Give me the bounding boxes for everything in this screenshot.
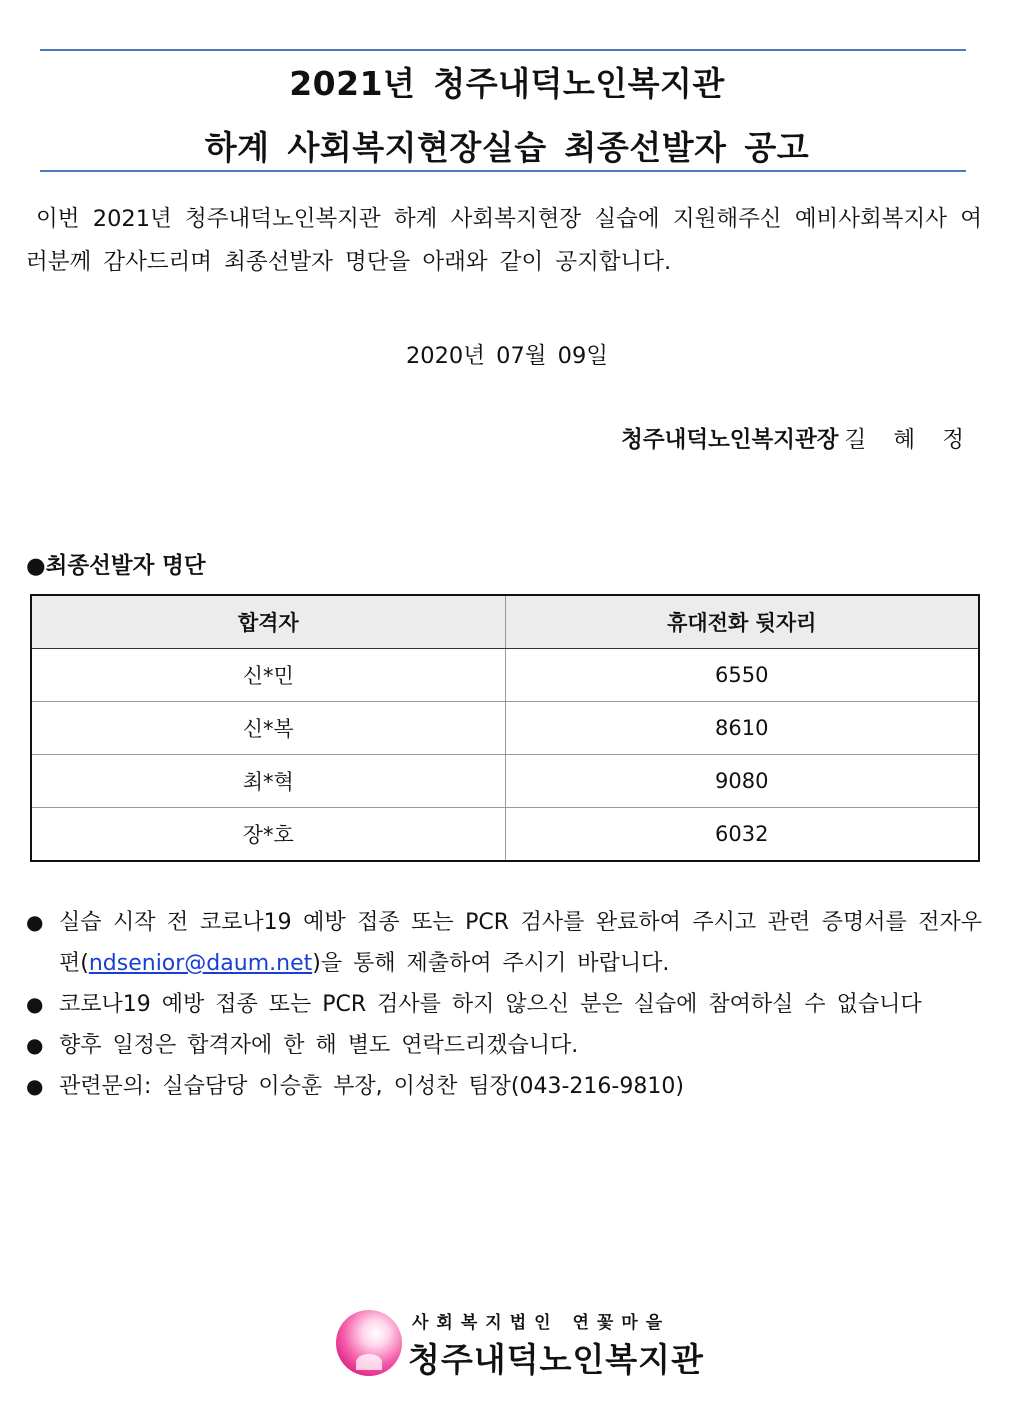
selection-table <box>30 594 980 862</box>
cell-name: 최*혁 <box>31 755 505 808</box>
note-text: 향후 일정은 합격자에 한 해 별도 연락드리겠습니다. <box>59 1033 579 1058</box>
signature-org: 청주내덕노인복지관장 <box>621 427 839 453</box>
cell-phone: 8610 <box>505 702 979 755</box>
bullet-icon: ● <box>26 1033 44 1057</box>
table-row <box>31 755 979 808</box>
note-item <box>26 902 982 984</box>
bottom-rule <box>40 170 966 172</box>
signature <box>621 422 974 454</box>
table-row <box>31 808 979 862</box>
list-heading: ●최종선발자 명단 <box>26 553 206 579</box>
top-rule <box>40 49 966 51</box>
intro-text: 이번 2021년 청주내덕노인복지관 하계 사회복지현장 실습에 지원해주신 예비사회복지사 여러분께 감사드리며 최종선발자 명단을 아래와 같이 공지합니다. <box>26 206 982 275</box>
cell-name: 신*민 <box>31 649 505 702</box>
cell-name: 신*복 <box>31 702 505 755</box>
note-text: 코로나19 예방 접종 또는 PCR 검사를 하지 않으신 분은 실습에 참여하실 수 없습니다 <box>59 992 922 1017</box>
note-text: 실습 시작 전 코로나19 예방 접종 또는 PCR 검사를 완료하여 주시고 관련 증명서를 전자우편( <box>59 910 982 976</box>
cell-phone: 9080 <box>505 755 979 808</box>
header-name: 합격자 <box>31 595 505 649</box>
table-header-row <box>31 595 979 649</box>
note-item <box>26 1066 982 1107</box>
note-item <box>26 1025 982 1066</box>
lotus-petal <box>356 1354 382 1370</box>
lotus-icon <box>336 1310 402 1376</box>
cell-name: 장*호 <box>31 808 505 862</box>
table-row <box>31 649 979 702</box>
intro-paragraph <box>26 198 982 284</box>
signature-name: 길 혜 정 <box>844 427 974 453</box>
header-phone: 휴대전화 뒷자리 <box>505 595 979 649</box>
notes-list <box>26 902 982 1107</box>
cell-phone: 6550 <box>505 649 979 702</box>
note-text: 관련문의: 실습담당 이승훈 부장, 이성찬 팀장(043-216-9810) <box>59 1074 684 1099</box>
footer-logo <box>336 1308 704 1379</box>
title-line-2: 하계 사회복지현장실습 최종선발자 공고 <box>204 128 810 167</box>
footer-org-main: 청주내덕노인복지관 <box>408 1340 704 1379</box>
footer-org-sub: 사회복지법인 연꽃마을 <box>412 1313 671 1333</box>
notice-date: 2020년 07월 09일 <box>405 343 609 369</box>
table-row <box>31 702 979 755</box>
title-line-1: 2021년 청주내덕노인복지관 <box>289 64 725 103</box>
note-text: )을 통해 제출하여 주시기 바랍니다. <box>312 951 670 976</box>
bullet-icon: ● <box>26 992 44 1016</box>
email-link[interactable]: ndsenior@daum.net <box>88 951 313 976</box>
note-item <box>26 984 982 1025</box>
bullet-icon: ● <box>26 910 44 934</box>
cell-phone: 6032 <box>715 822 769 846</box>
bullet-icon: ● <box>26 1074 44 1098</box>
